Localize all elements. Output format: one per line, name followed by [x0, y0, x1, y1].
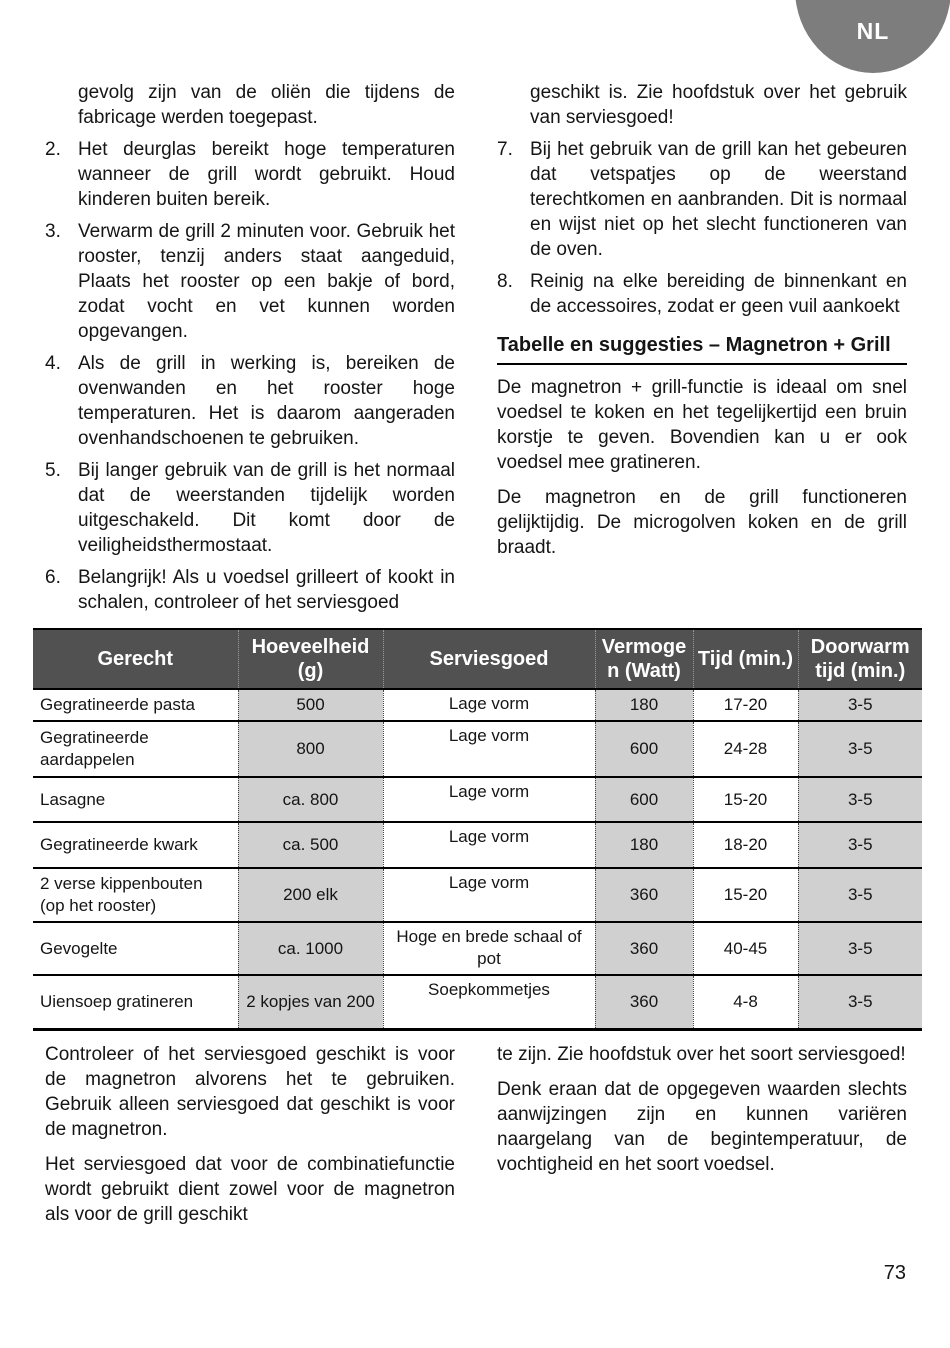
list-item-text: Bij langer gebruik van de grill is het normaal dat de weerstanden tijdelijk worden uitgeschakeld. Dit komt door de veiligheidsthermostaat.	[78, 460, 455, 556]
cell-gerecht: Gevogelte	[33, 922, 238, 975]
table-row	[33, 777, 922, 822]
list-item	[45, 351, 455, 451]
cell-vermogen: 180	[595, 689, 693, 721]
list-item	[497, 80, 907, 130]
table-row	[33, 868, 922, 922]
language-badge-label: NL	[856, 18, 890, 44]
footer-right-column	[497, 1042, 907, 1237]
header-serviesgoed: Serviesgoed	[383, 629, 595, 689]
header-hoeveelheid: Hoeveelheid (g)	[238, 629, 383, 689]
cell-gerecht: Lasagne	[33, 777, 238, 822]
table-row	[33, 975, 922, 1029]
list-item-text: Verwarm de grill 2 minuten voor. Gebruik het rooster, tenzij anders staat aangeduid, Plaats het rooster op een bakje of bord, zodat vocht en vet kunnen worden opgevangen.	[78, 221, 455, 342]
cell-hoeveelheid: 800	[238, 721, 383, 777]
cell-tijd: 15-20	[693, 777, 798, 822]
section-paragraph: De magnetron + grill-functie is ideaal om snel voedsel te koken en het tegelijkertijd een bruin korstje te geven. Bovendien kan u er ook voedsel mee gratineren.	[497, 377, 907, 473]
list-item	[45, 80, 455, 130]
cooking-suggestions-table	[33, 628, 922, 1031]
cell-serviesgoed: Lage vorm	[383, 721, 595, 777]
footer-columns	[0, 1042, 950, 1237]
cell-serviesgoed: Lage vorm	[383, 689, 595, 721]
intro-columns	[0, 0, 950, 628]
cell-doorwarmtijd: 3-5	[798, 975, 922, 1029]
footer-paragraph: Het serviesgoed dat voor de combinatiefunctie wordt gebruikt dient zowel voor de magnetron als voor de grill geschikt	[45, 1153, 455, 1225]
list-item	[497, 137, 907, 262]
table-header	[33, 629, 922, 689]
footer-left-column	[45, 1042, 455, 1237]
cell-vermogen: 180	[595, 822, 693, 868]
list-item-text: Reinig na elke bereiding de binnenkant en de accessoires, zodat er geen vuil aankoekt	[530, 271, 907, 317]
cell-hoeveelheid: ca. 1000	[238, 922, 383, 975]
cell-vermogen: 600	[595, 777, 693, 822]
cell-doorwarmtijd: 3-5	[798, 689, 922, 721]
cell-tijd: 40-45	[693, 922, 798, 975]
cell-tijd: 17-20	[693, 689, 798, 721]
cell-serviesgoed: Lage vorm	[383, 868, 595, 922]
intro-right-column	[497, 80, 907, 628]
header-doorwarmtijd: Doorwarm tijd (min.)	[798, 629, 922, 689]
cell-vermogen: 600	[595, 721, 693, 777]
list-item-number: 2.	[45, 139, 61, 160]
list-item	[45, 458, 455, 558]
section-heading: Tabelle en suggesties – Magnetron + Grill	[497, 333, 907, 365]
cell-gerecht: 2 verse kippenbouten (op het rooster)	[33, 868, 238, 922]
list-item	[45, 219, 455, 344]
cell-gerecht: Gegratineerde kwark	[33, 822, 238, 868]
header-tijd: Tijd (min.)	[693, 629, 798, 689]
list-item-number: 3.	[45, 221, 61, 242]
cell-vermogen: 360	[595, 975, 693, 1029]
cell-tijd: 18-20	[693, 822, 798, 868]
list-item-text: geschikt is. Zie hoofdstuk over het gebruik van serviesgoed!	[530, 82, 907, 128]
list-item-number: 6.	[45, 567, 61, 588]
cell-hoeveelheid: 2 kopjes van 200	[238, 975, 383, 1029]
list-item-number: 8.	[497, 271, 513, 292]
list-item-number: 5.	[45, 460, 61, 481]
cell-serviesgoed: Lage vorm	[383, 822, 595, 868]
cell-hoeveelheid: ca. 800	[238, 777, 383, 822]
list-item-number: 4.	[45, 353, 61, 374]
cell-serviesgoed: Soepkommetjes	[383, 975, 595, 1029]
cell-serviesgoed: Hoge en brede schaal of pot	[383, 922, 595, 975]
list-item	[45, 565, 455, 615]
cell-serviesgoed: Lage vorm	[383, 777, 595, 822]
cell-hoeveelheid: ca. 500	[238, 822, 383, 868]
cell-vermogen: 360	[595, 868, 693, 922]
cell-doorwarmtijd: 3-5	[798, 721, 922, 777]
cell-doorwarmtijd: 3-5	[798, 822, 922, 868]
list-item	[497, 269, 907, 319]
cell-doorwarmtijd: 3-5	[798, 777, 922, 822]
list-item-text: gevolg zijn van de oliën die tijdens de fabricage werden toegepast.	[78, 82, 455, 128]
list-item-text: Het deurglas bereikt hoge temperaturen wanneer de grill wordt gebruikt. Houd kinderen buiten bereik.	[78, 139, 455, 210]
table-row	[33, 721, 922, 777]
list-item-number: 7.	[497, 139, 513, 160]
list-item-text: Als de grill in werking is, bereiken de ovenwanden en het rooster hoge temperaturen. Het is daarom aangeraden ovenhandschoenen te gebruiken.	[78, 353, 455, 449]
cell-doorwarmtijd: 3-5	[798, 922, 922, 975]
cell-gerecht: Uiensoep gratineren	[33, 975, 238, 1029]
list-item-text: Belangrijk! Als u voedsel grilleert of kookt in schalen, controleer of het serviesgoed	[78, 567, 455, 613]
header-gerecht: Gerecht	[33, 629, 238, 689]
list-item-text: Bij het gebruik van de grill kan het gebeuren dat vetspatjes op de weerstand terechtkomen en aanbranden. Dit is normaal en wijst niet op het slecht functioneren van de oven.	[530, 139, 907, 260]
cell-gerecht: Gegratineerde pasta	[33, 689, 238, 721]
cell-hoeveelheid: 200 elk	[238, 868, 383, 922]
cell-vermogen: 360	[595, 922, 693, 975]
header-vermogen: Vermoge n (Watt)	[595, 629, 693, 689]
list-item	[45, 137, 455, 212]
table-row	[33, 689, 922, 721]
table-header-row	[33, 629, 922, 689]
intro-left-column	[45, 80, 455, 628]
cell-tijd: 15-20	[693, 868, 798, 922]
section-paragraph: De magnetron en de grill functioneren gelijktijdig. De microgolven koken en de grill braadt.	[497, 487, 907, 558]
footer-paragraph: Controleer of het serviesgoed geschikt is voor de magnetron alvorens het te gebruiken. Gebruik alleen serviesgoed dat geschikt is voor de magnetron.	[45, 1043, 455, 1140]
cell-tijd: 24-28	[693, 721, 798, 777]
table-body	[33, 689, 922, 1029]
cell-gerecht: Gegratineerde aardappelen	[33, 721, 238, 777]
cell-doorwarmtijd: 3-5	[798, 868, 922, 922]
cell-hoeveelheid: 500	[238, 689, 383, 721]
footer-paragraph: Denk eraan dat de opgegeven waarden slechts aanwijzingen zijn en kunnen variëren naargelang van de begintemperatuur, de vochtigheid en het soort voedsel.	[497, 1078, 907, 1175]
table-row	[33, 822, 922, 868]
cell-tijd: 4-8	[693, 975, 798, 1029]
table-row	[33, 922, 922, 975]
footer-paragraph: te zijn. Zie hoofdstuk over het soort serviesgoed!	[497, 1043, 906, 1065]
page-number: 73	[883, 1262, 906, 1284]
